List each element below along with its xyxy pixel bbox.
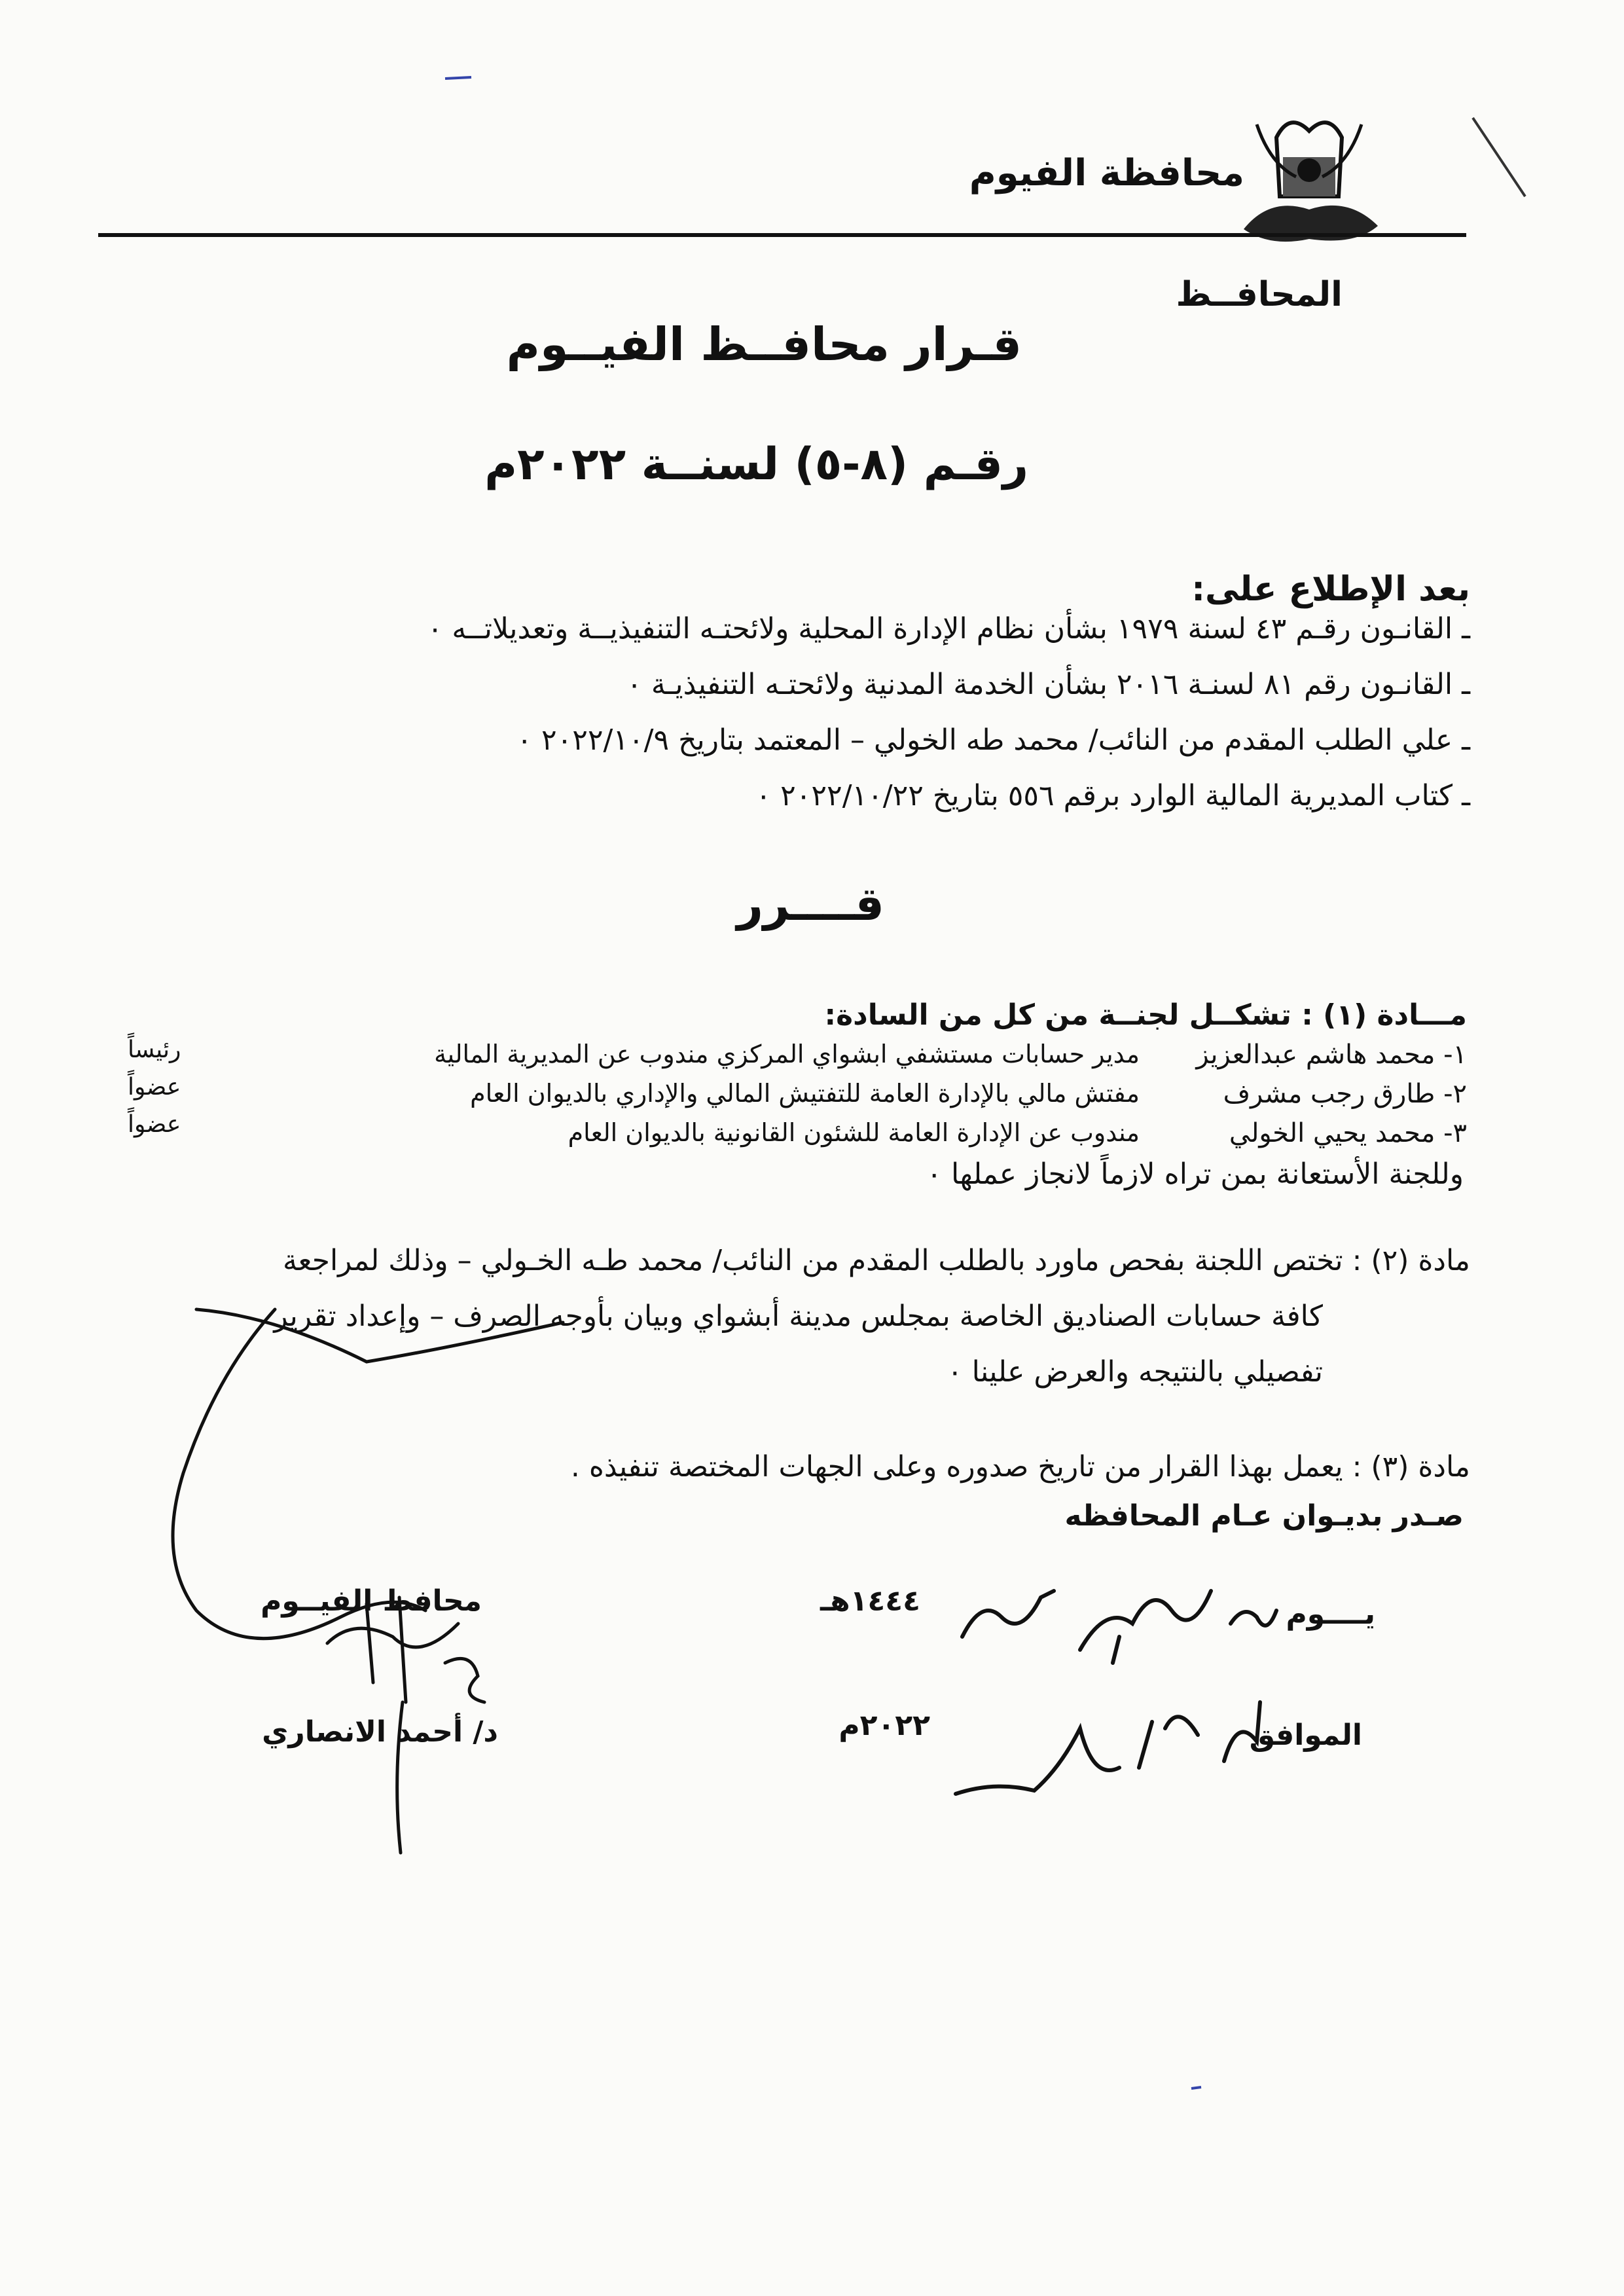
article-3-text: مادة (٣) : يعمل بهذا القرار من تاريخ صدوره وعلى الجهات المختصة تنفيذه . [570,1450,1470,1484]
governorate-emblem-icon [1231,98,1388,255]
scan-mark [1191,2087,1201,2088]
scan-mark [445,77,471,79]
member-name: ٢- طارق رجب مشرف [1223,1079,1467,1109]
day-label: يــــوم [1286,1597,1375,1631]
member-role: مفتش مالي بالإدارة العامة للتفتيش المالي والإداري بالديوان العام [470,1079,1140,1108]
member-status: رئيساً [128,1036,181,1063]
scan-mark [1473,118,1525,196]
hijri-year: ١٤٤٤هـ [820,1584,920,1618]
governor-title: محافظ الفيــوم [261,1584,482,1618]
decree-title: قـرار محافــظ الفيــوم [506,318,1022,371]
article-1-heading: مـــادة (١) : تشكــل لجنــة من كل من السادة: [824,998,1467,1032]
gregorian-year: ٢٠٢٢م [839,1709,930,1742]
consideration-item: ـ كتاب المديرية المالية الوارد برقم ٥٥٦ بتاريخ ٢٠٢٢/١٠/٢٢ ٠ [755,779,1470,812]
governorate-name: محافظة الفيوم [969,152,1244,194]
member-role: مندوب عن الإدارة العامة للشئون القانونية بالديوان العام [568,1118,1140,1147]
member-status: عضواً [128,1111,181,1138]
considerations-heading: بعد الإطلاع على: [1191,570,1470,609]
corresponding-label: الموافق [1249,1719,1362,1752]
article-2-line: كافة حسابات الصناديق الخاصة بمجلس مدينة أبشواي وبيان بأوجه الصرف – وإعداد تقرير [274,1300,1323,1333]
governor-signature [173,1309,563,1853]
article-2-line: تفصيلي بالنتيجه والعرض علينا ٠ [947,1355,1323,1389]
decree-number: رقـم (٨-٥) لسنــة ٢٠٢٢م [484,439,1028,490]
article-2-line: مادة (٢) : تختص اللجنة بفحص ماورد بالطلب المقدم من النائب/ محمد طـه الخـولي – وذلك لمراجعة [282,1244,1470,1277]
governor-name: د/ أحمد الانصاري [262,1715,498,1749]
consideration-item: ـ القانـون رقم ٨١ لسنـة ٢٠١٦ بشأن الخدمة المدنية ولائحتـه التنفيذيـة ٠ [626,668,1470,701]
article-1-footer: وللجنة الأستعانة بمن تراه لازماً لانجاز عملها ٠ [926,1157,1464,1191]
office-label: المحافــظ [1176,275,1343,314]
decided-heading: قــــرر [736,877,884,931]
member-role: مدير حسابات مستشفي ابشواي المركزي مندوب عن المديرية المالية [434,1040,1140,1068]
handwritten-hijri-date [962,1591,1276,1663]
header-divider [98,233,1466,237]
consideration-item: ـ علي الطلب المقدم من النائب/ محمد طه الخولي – المعتمد بتاريخ ٢٠٢٢/١٠/٩ ٠ [516,723,1470,757]
consideration-item: ـ القانـون رقـم ٤٣ لسنة ١٩٧٩ بشأن نظام الإدارة المحلية ولائحتـه التنفيذيــة وتعديلاتــه ٠ [427,612,1470,646]
member-status: عضواً [128,1074,181,1101]
member-name: ١- محمد هاشم عبدالعزيز [1196,1040,1467,1070]
member-name: ٣- محمد يحيي الخولي [1229,1118,1467,1148]
issued-at: صـدر بديـوان عـام المحافظه [1064,1499,1464,1533]
handwritten-gregorian-date [956,1702,1260,1794]
